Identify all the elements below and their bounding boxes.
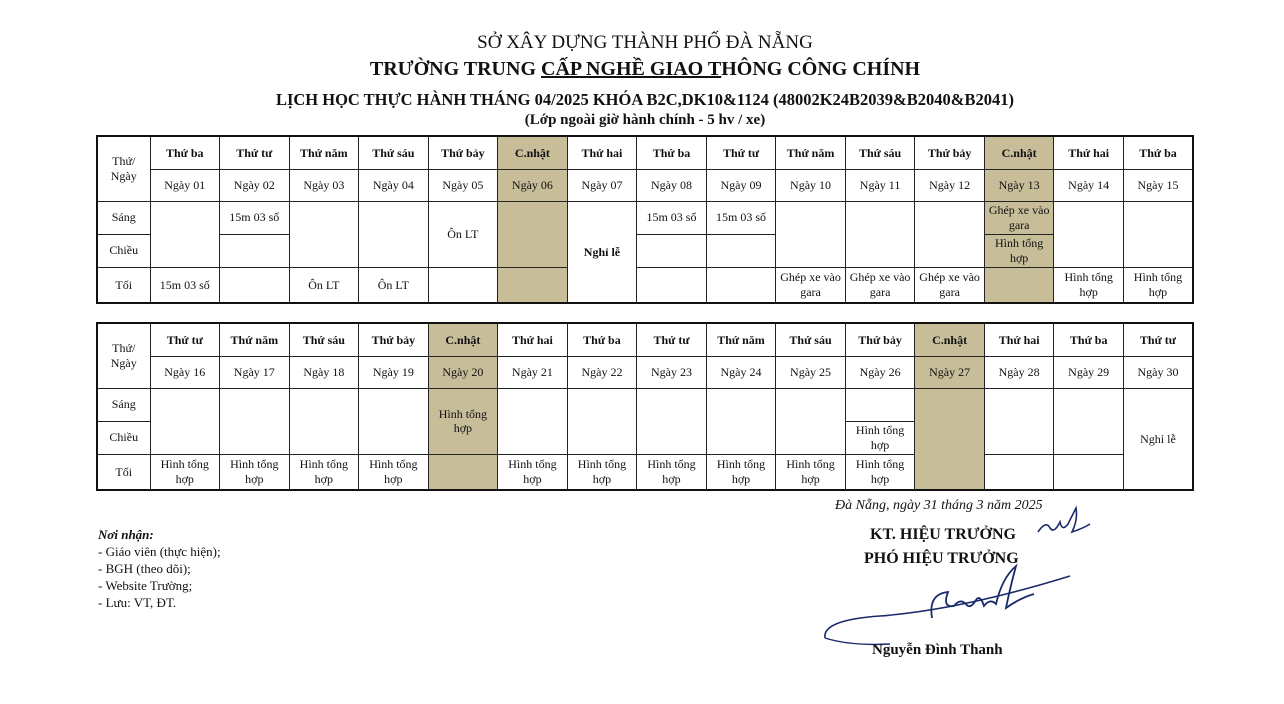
session-cell: Ghép xe vào gara [845, 267, 915, 303]
day-cell: Ngày 11 [845, 169, 915, 201]
day-cell: Ngày 23 [637, 356, 707, 388]
day-cell: Ngày 30 [1123, 356, 1193, 388]
day-cell-sunday: Ngày 06 [498, 169, 568, 201]
weekday-cell: Thứ hai [984, 323, 1054, 356]
day-cell: Ngày 24 [706, 356, 776, 388]
day-cell: Ngày 16 [150, 356, 220, 388]
schedule-title: LỊCH HỌC THỰC HÀNH THÁNG 04/2025 KHÓA B2C,DK10&1124 (48002K24B2039&B2040&B2041) [275, 90, 1015, 109]
session-cell [289, 201, 359, 267]
weekday-cell: Thứ ba [150, 136, 220, 169]
session-cell: Hình tổng hợp [150, 454, 220, 490]
session-cell: Hình tổng hợp [498, 454, 568, 490]
session-cell: Hình tổng hợp [1123, 267, 1193, 303]
session-cell: Hình tổng hợp [220, 454, 290, 490]
recipient-item: - Giáo viên (thực hiện); [98, 544, 221, 559]
sang-label: Sáng [97, 201, 150, 234]
session-cell [915, 201, 985, 267]
weekday-cell-sunday: C.nhật [498, 136, 568, 169]
session-cell [706, 234, 776, 267]
weekday-cell: Thứ hai [498, 323, 568, 356]
day-cell: Ngày 15 [1123, 169, 1193, 201]
school-heading-part1: TRƯỜNG TRUNG [369, 58, 541, 80]
day-cell: Ngày 17 [220, 356, 290, 388]
day-cell: Ngày 21 [498, 356, 568, 388]
schedule-table-week1 [96, 135, 1194, 304]
session-cell: Ghép xe vào gara [915, 267, 985, 303]
weekday-cell: Thứ ba [1054, 323, 1124, 356]
weekday-cell: Thứ năm [220, 323, 290, 356]
weekday-cell: Thứ ba [637, 136, 707, 169]
weekday-cell: Thứ năm [776, 136, 846, 169]
session-cell [776, 201, 846, 267]
day-cell: Ngày 01 [150, 169, 220, 201]
weekday-cell: Thứ sáu [845, 136, 915, 169]
recipient-item: - BGH (theo dõi); [98, 561, 191, 576]
day-cell: Ngày 28 [984, 356, 1054, 388]
weekday-cell: Thứ hai [567, 136, 637, 169]
department-heading: SỞ XÂY DỰNG THÀNH PHỐ ĐÀ NẴNG [477, 32, 813, 53]
session-cell: Hình tổng hợp [359, 454, 429, 490]
session-cell [150, 201, 220, 267]
weekday-cell-sunday: C.nhật [915, 323, 985, 356]
session-cell [637, 267, 707, 303]
weekday-cell: Thứ bảy [359, 323, 429, 356]
session-cell [359, 388, 429, 454]
weekday-cell: Thứ năm [289, 136, 359, 169]
session-cell-sunday [984, 267, 1054, 303]
weekday-cell: Thứ sáu [776, 323, 846, 356]
session-cell: Hình tổng hợp [1054, 267, 1124, 303]
session-cell [984, 388, 1054, 454]
day-cell: Ngày 10 [776, 169, 846, 201]
session-cell [359, 201, 429, 267]
session-cell [1123, 201, 1193, 267]
recipient-item: - Lưu: VT, ĐT. [98, 595, 177, 610]
chieu-label: Chiều [97, 421, 150, 454]
weekday-cell: Thứ tư [220, 136, 290, 169]
day-cell: Ngày 04 [359, 169, 429, 201]
session-cell: 15m 03 số [220, 201, 290, 234]
weekday-cell: Thứ ba [567, 323, 637, 356]
day-cell: Ngày 12 [915, 169, 985, 201]
session-cell [1054, 454, 1124, 490]
day-cell: Ngày 02 [220, 169, 290, 201]
session-cell [220, 234, 290, 267]
weekday-cell: Thứ tư [637, 323, 707, 356]
recipients-title: Nơi nhận: [98, 527, 154, 542]
recipients-block [98, 526, 221, 611]
session-cell-sunday [915, 388, 985, 490]
session-cell [1054, 388, 1124, 454]
sang-label: Sáng [97, 388, 150, 421]
day-cell: Ngày 03 [289, 169, 359, 201]
schedule-subtitle: (Lớp ngoài giờ hành chính - 5 hv / xe) [524, 112, 766, 128]
session-cell [706, 388, 776, 454]
initial-mark-icon [1032, 502, 1092, 542]
signature-title-1: KT. HIỆU TRƯỞNG [870, 526, 1016, 543]
session-cell: Hình tổng hợp [845, 454, 915, 490]
session-cell-sunday [498, 201, 568, 267]
weekday-cell: Thứ sáu [359, 136, 429, 169]
weekday-cell: Thứ tư [706, 136, 776, 169]
school-heading-part2: CẤP NGHỀ GIAO T [541, 58, 722, 80]
signature-date: Đà Nẵng, ngày 31 tháng 3 năm 2025 [835, 498, 1043, 513]
thu-ngay-label: Thứ/ Ngày [97, 136, 150, 201]
session-cell: Hình tổng hợp [637, 454, 707, 490]
day-cell: Ngày 22 [567, 356, 637, 388]
weekday-cell: Thứ ba [1123, 136, 1193, 169]
session-cell-sunday [498, 267, 568, 303]
day-cell: Ngày 14 [1054, 169, 1124, 201]
school-heading-part3: HÔNG CÔNG CHÍNH [721, 58, 921, 80]
holiday-cell: Nghỉ lễ [1123, 388, 1193, 490]
session-cell [289, 388, 359, 454]
session-cell-sunday: Ghép xe vào gara [984, 201, 1054, 234]
weekday-cell: Thứ bảy [845, 323, 915, 356]
handwritten-signature-icon [820, 558, 1080, 648]
session-cell [776, 388, 846, 454]
session-cell: Hình tổng hợp [567, 454, 637, 490]
session-cell-sunday: Hình tổng hợp [984, 234, 1054, 267]
session-cell: 15m 03 số [637, 201, 707, 234]
session-cell: Ôn LT [359, 267, 429, 303]
recipient-item: - Website Trường; [98, 578, 193, 593]
session-cell [845, 201, 915, 267]
weekday-cell: Thứ tư [1123, 323, 1193, 356]
schedule-table-week2 [96, 322, 1194, 491]
session-cell: Hình tổng hợp [845, 421, 915, 454]
weekday-cell: Thứ năm [706, 323, 776, 356]
day-cell: Ngày 25 [776, 356, 846, 388]
day-cell: Ngày 26 [845, 356, 915, 388]
session-cell [220, 388, 290, 454]
session-cell: Hình tổng hợp [706, 454, 776, 490]
weekday-cell-sunday: C.nhật [428, 323, 498, 356]
session-cell [498, 388, 568, 454]
day-cell: Ngày 18 [289, 356, 359, 388]
day-cell: Ngày 08 [637, 169, 707, 201]
session-cell: 15m 03 số [150, 267, 220, 303]
day-cell-sunday: Ngày 13 [984, 169, 1054, 201]
chieu-label: Chiều [97, 234, 150, 267]
school-heading [0, 58, 1284, 81]
day-cell: Ngày 07 [567, 169, 637, 201]
weekday-cell: Thứ tư [150, 323, 220, 356]
day-cell: Ngày 19 [359, 356, 429, 388]
session-cell [706, 267, 776, 303]
session-cell [1054, 201, 1124, 267]
session-cell [637, 388, 707, 454]
weekday-cell: Thứ bảy [428, 136, 498, 169]
toi-label: Tối [97, 267, 150, 303]
day-cell-sunday: Ngày 20 [428, 356, 498, 388]
session-cell: Hình tổng hợp [776, 454, 846, 490]
session-cell-sunday: Hình tổng hợp [428, 388, 498, 454]
session-cell [150, 388, 220, 454]
session-cell [428, 267, 498, 303]
session-cell: Ôn LT [428, 201, 498, 267]
holiday-cell: Nghỉ lễ [567, 201, 637, 303]
day-cell: Ngày 05 [428, 169, 498, 201]
session-cell [984, 454, 1054, 490]
signature-title-2: PHÓ HIỆU TRƯỞNG [864, 550, 1019, 567]
thu-ngay-label: Thứ/ Ngày [97, 323, 150, 388]
session-cell: Ghép xe vào gara [776, 267, 846, 303]
weekday-cell: Thứ hai [1054, 136, 1124, 169]
session-cell: 15m 03 số [706, 201, 776, 234]
weekday-cell: Thứ sáu [289, 323, 359, 356]
session-cell-sunday [428, 454, 498, 490]
toi-label: Tối [97, 454, 150, 490]
day-cell: Ngày 29 [1054, 356, 1124, 388]
day-cell: Ngày 09 [706, 169, 776, 201]
weekday-cell: Thứ bảy [915, 136, 985, 169]
session-cell: Ôn LT [289, 267, 359, 303]
weekday-cell-sunday: C.nhật [984, 136, 1054, 169]
day-cell-sunday: Ngày 27 [915, 356, 985, 388]
session-cell [637, 234, 707, 267]
session-cell [845, 388, 915, 421]
session-cell [220, 267, 290, 303]
signatory-name: Nguyễn Đình Thanh [872, 642, 1003, 658]
session-cell: Hình tổng hợp [289, 454, 359, 490]
session-cell [567, 388, 637, 454]
